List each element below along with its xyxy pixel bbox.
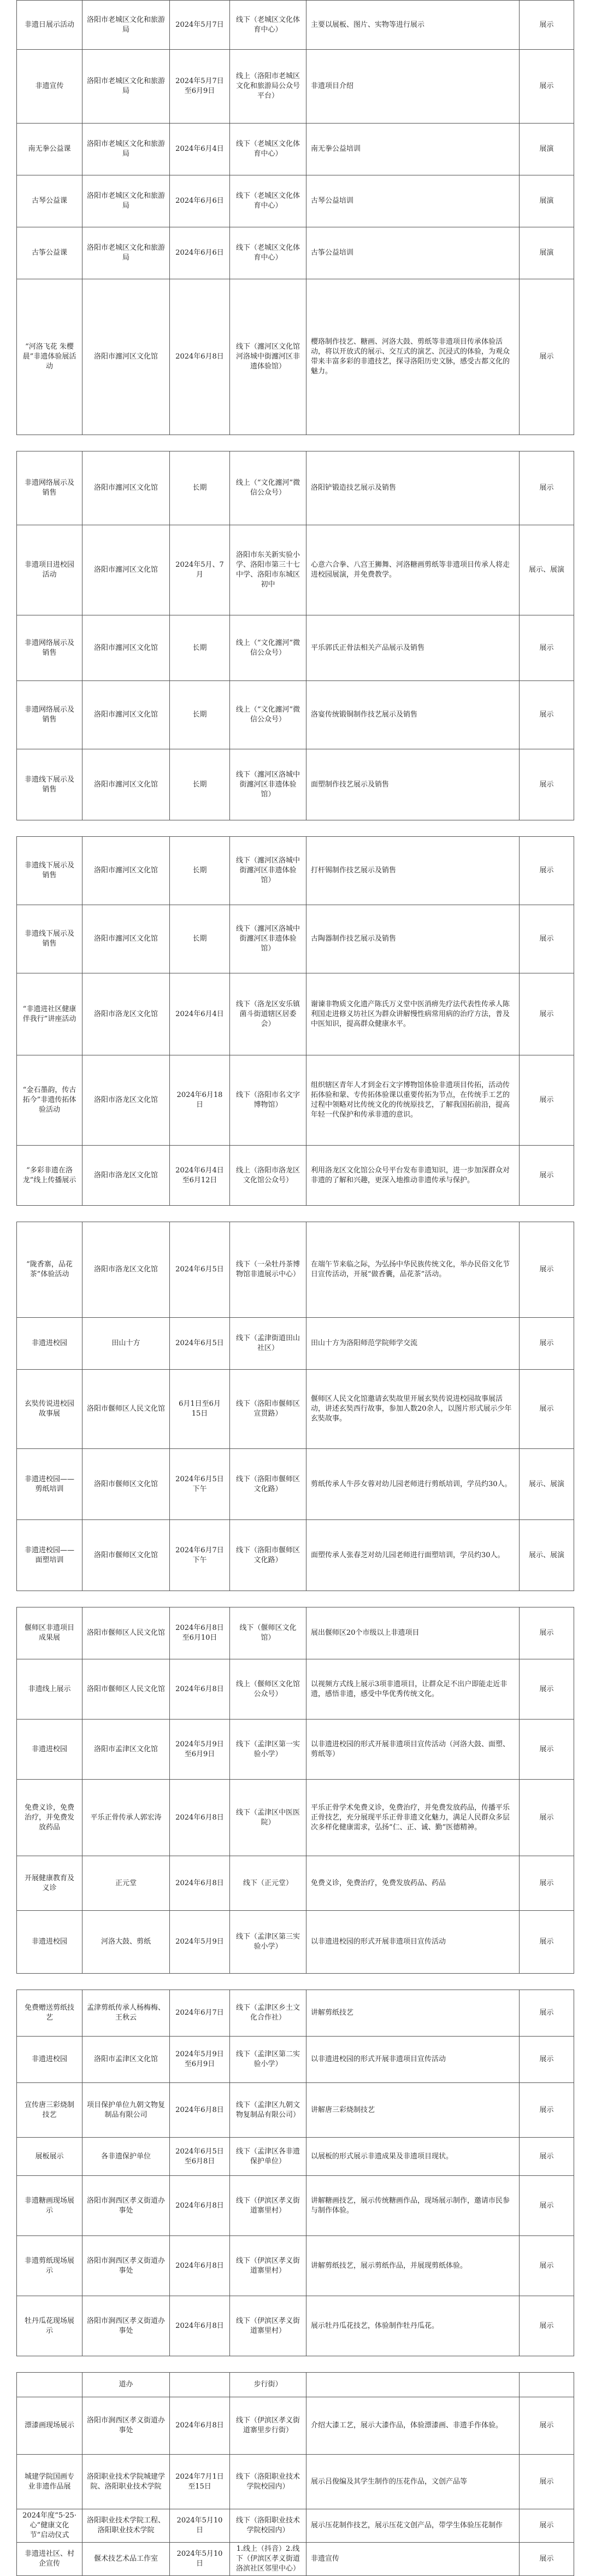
location-cell: 线下（正元堂） [230,1856,306,1911]
time-cell: 2024年6月8日 [170,2083,230,2138]
activity-name-cell: 免费义诊，免费治疗，并免费发放药品 [17,1780,82,1856]
organizer-cell: 洛阳市偃师区人民文化馆 [82,1607,170,1659]
organizer-cell: 洛阳市洛龙区文化馆 [82,973,170,1055]
form-cell: 展示 [520,2455,574,2509]
activity-name-cell: 非遗进校园——剪纸培训 [17,1449,82,1520]
form-cell: 展示 [520,2037,574,2083]
table-row [17,837,574,905]
organizer-cell: 偃术技艺术品工作室 [82,2543,170,2576]
time-cell: 2024年5月10日 [170,2509,230,2543]
table-row [17,1,574,50]
activity-name-cell: 非遗进校园 [17,1318,82,1370]
activity-table [16,0,574,435]
table-row [17,2509,574,2543]
form-cell: 展示、展演 [520,525,574,615]
location-cell: 线下（伊滨区孝义街道寨里村） [230,2236,306,2296]
content-cell: 在端午节来临之际，为弘扬中华民族传统文化，举办民俗文化节日宣传活动，开展“做香囊，品花茶”活动。 [306,1222,520,1318]
location-cell: 线上（“文化瀍河”微信公众号） [230,615,306,681]
location-cell: 线下（洛阳市名文字博物馆） [230,1055,306,1146]
activity-name-cell: 免费赠送剪纸技艺 [17,1990,82,2037]
content-cell: 展出偃师区20个市级以上非遗项目 [306,1607,520,1659]
activity-name-cell: 非遗线下展示及销售 [17,837,82,905]
time-cell: 2024年6月8日 [170,279,230,435]
activity-table-section [16,1990,574,2356]
time-cell: 2024年6月7日下午 [170,1520,230,1591]
location-cell: 线上（洛阳市洛龙区文化馆公众号） [230,1146,306,1206]
table-row [17,973,574,1055]
location-cell: 线下（一朵牡丹茶博物馆非遗展示中心） [230,1222,306,1318]
content-cell: 古陶器制作技艺展示及销售 [306,905,520,973]
organizer-cell: 洛阳市偃师区文化馆 [82,1520,170,1591]
activity-name-cell: 牡丹瓜花现场展示 [17,2296,82,2356]
activity-name-cell: 非遗网络展示及销售 [17,615,82,681]
activity-name-cell: 非遗网络展示及销售 [17,681,82,749]
content-cell: 以非遗进校园的形式开展非遗项目宣传活动 [306,2037,520,2083]
activity-name-cell: “陇香寨，品花茶”体验活动 [17,1222,82,1318]
content-cell: 偃师区人民文化馆邀请玄奘故里开展玄奘传说进校园故事展活动，讲述玄奘西行故事，参加人数20余人，以图片形式展示少年玄奘故事。 [306,1370,520,1449]
activity-name-cell: 开展健康教育及义诊 [17,1856,82,1911]
form-cell: 展示 [520,1222,574,1318]
time-cell: 2024年6月5日 [170,1318,230,1370]
activity-name-cell: 古筝公益课 [17,227,82,279]
time-cell: 2024年5月7日至6月9日 [170,50,230,124]
table-row [17,227,574,279]
content-cell: 利用洛龙区文化馆公众号平台发布非遗知识，进一步加深群众对非遗的了解和兴趣，更深入地推动非遗传承与保护。 [306,1146,520,1206]
organizer-cell: 正元堂 [82,1856,170,1911]
form-cell: 展示 [520,1780,574,1856]
table-row [17,2296,574,2356]
time-cell: 2024年5月9日至6月9日 [170,2037,230,2083]
activity-table [16,451,574,820]
location-cell: 线下（瀍河区洛城中街瀍河区非遗体验馆） [230,905,306,973]
table-row [17,1146,574,1206]
organizer-cell: 洛阳市偃师区文化馆 [82,1449,170,1520]
activity-table-section [16,0,574,435]
location-cell: 步行街） [230,2373,306,2397]
form-cell: 展示 [520,1370,574,1449]
table-row [17,175,574,227]
activity-table [16,1607,574,1974]
organizer-cell: 孟津剪纸传承人杨梅梅、王秋云 [82,1990,170,2037]
activity-table-section [16,836,574,1206]
organizer-cell: 洛阳市瀍河区文化馆 [82,451,170,525]
form-cell [520,2373,574,2397]
content-cell: 古琴公益培训 [306,175,520,227]
form-cell: 展示 [520,1659,574,1720]
organizer-cell: 洛阳市瀍河区文化馆 [82,837,170,905]
content-cell: 平乐正骨学术免费义诊，免费治疗，并免费发放药品，传播平乐正骨技艺，充分展现平乐正骨非遗文化魅力，满足人民群众多层次多样化健康需求，弘扬“仁、正、诚、勤”医德精神。 [306,1780,520,1856]
table-row [17,1318,574,1370]
content-cell: 展示吕俊编及其学生制作的压花作品，文创产品等 [306,2455,520,2509]
form-cell: 展示 [520,1318,574,1370]
content-cell: 谢谏非物质文化遗产陈氏万义堂中医消痹先疗法代表性传承人陈利国走进修义坊社区为群众讲解慢性病常用病的治疗方法，普及中医知识，提高群众健康水平。 [306,973,520,1055]
time-cell: 2024年5月、7月 [170,525,230,615]
content-cell: 讲解剪纸技艺，展示剪纸作品，并展现剪纸体验。 [306,2236,520,2296]
activity-name-cell: “非遗进社区健康伴我行”讲座活动 [17,973,82,1055]
organizer-cell: 田山十方 [82,1318,170,1370]
table-row [17,2397,574,2455]
activity-name-cell [17,2373,82,2397]
organizer-cell: 洛阳市瀍河区文化馆 [82,905,170,973]
form-cell: 展示 [520,1,574,50]
location-cell: 线下（老城区文化体育中心） [230,1,306,50]
form-cell: 展演 [520,227,574,279]
activity-table [16,836,574,1206]
table-row [17,525,574,615]
activity-name-cell: 2024年度“5·25·心”健康文化节”启动仪式 [17,2509,82,2543]
organizer-cell: 洛阳市瀍河区文化馆 [82,525,170,615]
form-cell: 展示 [520,2176,574,2236]
activity-name-cell: 非遗线下展示及销售 [17,749,82,820]
table-row [17,2138,574,2176]
time-cell: 2024年6月6日 [170,227,230,279]
content-cell: 剪纸传承人牛莎女蓉对幼儿园老师进行剪纸培训，学员约30人。 [306,1449,520,1520]
location-cell: 线下（偃师区文化馆） [230,1607,306,1659]
table-row [17,2373,574,2397]
table-row [17,749,574,820]
table-row [17,1856,574,1911]
time-cell: 2024年6月5日下午 [170,1449,230,1520]
form-cell: 展示 [520,2083,574,2138]
form-cell: 展示 [520,2296,574,2356]
time-cell: 长期 [170,451,230,525]
time-cell: 2024年7月1日至15日 [170,2455,230,2509]
activity-name-cell: 宣传唐三彩烧制技艺 [17,2083,82,2138]
table-row [17,2455,574,2509]
activity-name-cell: 展板展示 [17,2138,82,2176]
activity-name-cell: “金石墨韵，传古拓今”非遗传拓体验活动 [17,1055,82,1146]
organizer-cell: 洛阳市瀍河区文化馆 [82,681,170,749]
location-cell: 线下（洛龙区安乐镇菌斗街道辖区居委会） [230,973,306,1055]
content-cell: 洛阳铲锻造技艺展示及销售 [306,451,520,525]
content-cell: 介绍大漆工艺，展示大漆作品，体验漂漆画、非遗手作体验。 [306,2397,520,2455]
organizer-cell: 洛阳市偃师区人民文化馆 [82,1370,170,1449]
organizer-cell: 洛阳市涧西区孝义街道办事处 [82,2296,170,2356]
table-row [17,2176,574,2236]
table-row [17,2083,574,2138]
form-cell: 展示 [520,1990,574,2037]
table-row [17,1222,574,1318]
location-cell: 线下（老城区文化体育中心） [230,227,306,279]
organizer-cell: 河洛大鼓、剪纸 [82,1911,170,1974]
time-cell: 2024年6月8日 [170,1856,230,1911]
table-row [17,279,574,435]
activity-table [16,1222,574,1591]
location-cell: 线下（孟津区第一实验小学） [230,1720,306,1780]
location-cell: 线上（偃师区文化馆公众号） [230,1659,306,1720]
table-row [17,124,574,175]
content-cell: 展示牡丹瓜花技艺，体验制作牡丹瓜花。 [306,2296,520,2356]
form-cell: 展示 [520,451,574,525]
content-cell: 心意六合拳、八宫王狮舞、河洛糖画剪纸等非遗项目传承人将走进校园展演，并免费教学。 [306,525,520,615]
location-cell: 线下（孟津街道田山社区） [230,1318,306,1370]
content-cell: 讲解剪纸技艺 [306,1990,520,2037]
location-cell: 线下（孟津区第三实验小学） [230,1911,306,1974]
content-cell: 洛宴传统锻铜制作技艺展示及销售 [306,681,520,749]
form-cell: 展示 [520,615,574,681]
activity-name-cell: 漂漆画现场展示 [17,2397,82,2455]
location-cell: 线下（孟津区各非遗保护单位） [230,2138,306,2176]
table-row [17,1055,574,1146]
form-cell: 展示 [520,2138,574,2176]
table-row [17,1520,574,1591]
activity-name-cell: 非遗进校园 [17,1720,82,1780]
location-cell: 线下（洛阳市偃师区宣贯路） [230,1370,306,1449]
activity-table-section [16,1222,574,1591]
time-cell: 2024年5月9日 [170,1911,230,1974]
location-cell: 线下（瀍河区洛城中街瀍河区非遗体验馆） [230,837,306,905]
content-cell [306,2373,520,2397]
activity-name-cell: “河洛飞花 朱樱晨”非遗体验展活动 [17,279,82,435]
activity-table [16,1990,574,2356]
time-cell: 2024年6月5日 [170,1222,230,1318]
time-cell [170,2373,230,2397]
content-cell: 南无拳公益培训 [306,124,520,175]
time-cell: 2024年5月9日至6月9日 [170,1720,230,1780]
location-cell: 线下（伊滨区孝义街道寨里步行街） [230,2397,306,2455]
form-cell: 展示 [520,905,574,973]
organizer-cell: 洛阳市涧西区孝义街道办事处 [82,2236,170,2296]
time-cell: 2024年6月8日 [170,1780,230,1856]
content-cell: 讲解唐三彩烧制技艺 [306,2083,520,2138]
table-row [17,50,574,124]
location-cell: 线下（孟津区第二实验小学） [230,2037,306,2083]
activity-table-section [16,2372,574,2576]
organizer-cell: 各非遗保护单位 [82,2138,170,2176]
content-cell: 组织辖区青年人才到金石文字博物馆体验非遗项目传拓，活动传拓体验和蒙、专传拓体验课以重要传拓为节点，在传统手工艺的过程中领略对比传统文化的传统原技艺，了解我国拓前沿，提高年轻一代保护和传承非遗的意识。 [306,1055,520,1146]
form-cell: 展演 [520,124,574,175]
time-cell: 长期 [170,905,230,973]
organizer-cell: 洛阳市洛龙区文化馆 [82,1222,170,1318]
location-cell: 线下（伊滨区孝义街道寨里村） [230,2296,306,2356]
activity-name-cell: 非遗线下展示及销售 [17,905,82,973]
form-cell: 展示、展演 [520,1520,574,1591]
content-cell: 面塑制作技艺展示及销售 [306,749,520,820]
table-row [17,2543,574,2576]
form-cell: 展示 [520,2236,574,2296]
location-cell: 线下（老城区文化体育中心） [230,124,306,175]
activity-name-cell: 南无拳公益课 [17,124,82,175]
table-row [17,2037,574,2083]
activity-name-cell: 非遗网络展示及销售 [17,451,82,525]
organizer-cell: 洛阳市老城区文化和旅游局 [82,50,170,124]
table-row [17,1659,574,1720]
organizer-cell: 洛阳市老城区文化和旅游局 [82,175,170,227]
organizer-cell: 洛阳市孟津区文化馆 [82,1720,170,1780]
organizer-cell: 洛阳职业技术学院工程、洛阳职业技术学院 [82,2509,170,2543]
activity-table-section [16,451,574,820]
form-cell: 展示 [520,973,574,1055]
time-cell: 长期 [170,681,230,749]
form-cell: 展示、展演 [520,1449,574,1520]
content-cell: 以非遗进校园的形式开展非遗项目宣传活动 [306,1911,520,1974]
form-cell: 展示 [520,1146,574,1206]
time-cell: 2024年5月10日 [170,2543,230,2576]
table-row [17,2236,574,2296]
organizer-cell: 洛阳市瀍河区文化馆 [82,615,170,681]
organizer-cell: 洛阳市涧西区孝义街道办事处 [82,2397,170,2455]
location-cell: 洛阳市东关新实验小学、洛阳市第三十七中学、洛阳市东城区初中 [230,525,306,615]
location-cell: 线下（老城区文化体育中心） [230,175,306,227]
form-cell: 展示 [520,2397,574,2455]
activity-table [16,2372,574,2576]
table-row [17,1720,574,1780]
location-cell: 线下（瀍河区洛城中街瀍河区非遗体验馆） [230,749,306,820]
time-cell: 2024年6月18日 [170,1055,230,1146]
table-row [17,1911,574,1974]
activity-name-cell: 玄奘传说进校园故事展 [17,1370,82,1449]
form-cell: 展演 [520,175,574,227]
activity-name-cell: 非遗进校园 [17,1911,82,1974]
location-cell: 线上（“文化瀍河”微信公众号） [230,681,306,749]
location-cell: 线下（孟津区乡土文化合作社） [230,1990,306,2037]
time-cell: 长期 [170,749,230,820]
time-cell: 长期 [170,615,230,681]
content-cell: 以视频方式线上展示3项非遗项目，让群众足不出户即能走近非遗，感悟非遗，感受中华优秀传统文化。 [306,1659,520,1720]
activity-name-cell: 城建学院国画专业非遗作品展 [17,2455,82,2509]
location-cell: 线下（洛阳职业技术学院校园内） [230,2509,306,2543]
table-row [17,1780,574,1856]
organizer-cell: 平乐正骨传承人郭宏涛 [82,1780,170,1856]
content-cell: 古筝公益培训 [306,227,520,279]
location-cell: 线下（洛阳市偃师区文化路） [230,1520,306,1591]
form-cell: 展示 [520,1720,574,1780]
time-cell: 2024年6月7日 [170,1990,230,2037]
organizer-cell: 项目保护单位九朝文物复制品有限公司 [82,2083,170,2138]
organizer-cell: 洛阳市洛龙区文化馆 [82,1055,170,1146]
organizer-cell: 洛阳市老城区文化和旅游局 [82,227,170,279]
organizer-cell: 洛阳市孟津区文化馆 [82,2037,170,2083]
content-cell: 非遗宣传 [306,2543,520,2576]
organizer-cell: 洛阳市瀍河区文化馆 [82,279,170,435]
form-cell: 展示 [520,2543,574,2576]
table-row [17,1607,574,1659]
time-cell: 2024年6月8日至6月10日 [170,1607,230,1659]
organizer-cell: 洛阳市瀍河区文化馆 [82,749,170,820]
form-cell: 展示 [520,1856,574,1911]
organizer-cell: 洛阳市洛龙区文化馆 [82,1146,170,1206]
time-cell: 2024年6月8日 [170,1659,230,1720]
location-cell: 线下（洛阳市偃师区文化路） [230,1449,306,1520]
time-cell: 2024年6月8日 [170,2397,230,2455]
activity-name-cell: 偃师区非遗项目成果展 [17,1607,82,1659]
organizer-cell: 道办 [82,2373,170,2397]
table-row [17,451,574,525]
activity-name-cell: 古琴公益课 [17,175,82,227]
activity-name-cell: 非遗项目进校园活动 [17,525,82,615]
activity-name-cell: 非遗进校园——面塑培训 [17,1520,82,1591]
location-cell: 线下（伊滨区孝义街道寨里村） [230,2176,306,2236]
organizer-cell: 洛阳市涧西区孝义街道办事处 [82,2176,170,2236]
activity-name-cell: 非遗线上展示 [17,1659,82,1720]
location-cell: 1.线上（抖音）2.线下（伊滨区孝义街道洛滨社区邻里中心） [230,2543,306,2576]
activity-name-cell: 非遗进社区、村企宣传 [17,2543,82,2576]
organizer-cell: 洛阳市老城区文化和旅游局 [82,1,170,50]
table-row [17,1370,574,1449]
location-cell: 线下（孟津区中医医院） [230,1780,306,1856]
form-cell: 展示 [520,1607,574,1659]
activity-name-cell: “多彩非遗在洛龙”线上传播展示 [17,1146,82,1206]
table-row [17,1990,574,2037]
organizer-cell: 洛阳职业技术学院城建学院、洛阳职业技术学院 [82,2455,170,2509]
content-cell: 樱珞制作技艺、糖画、河洛大鼓、剪纸等非遗项目传承体验活动，将以开放式的展示、交互式的演艺、沉浸式的体验，为观众带来丰富多彩的非遗技艺，探寻洛阳历史文脉，感受古都文化的魅力。 [306,279,520,435]
organizer-cell: 洛阳市老城区文化和旅游局 [82,124,170,175]
activity-document [16,0,574,2573]
form-cell: 展示 [520,681,574,749]
activity-name-cell: 非遗剪纸现场展示 [17,2236,82,2296]
form-cell: 展示 [520,50,574,124]
content-cell: 非遗项目介绍 [306,50,520,124]
time-cell: 2024年6月4日 [170,124,230,175]
location-cell: 线下（孟津区九朝文物复制品有限公司） [230,2083,306,2138]
location-cell: 线下（瀍河区文化馆河洛城中街瀍河区非遗体验馆） [230,279,306,435]
content-cell: 以非遗进校园的形式开展非遗项目宣传活动（河洛大鼓、面塑、剪纸等） [306,1720,520,1780]
organizer-cell: 洛阳市偃师区人民文化馆 [82,1659,170,1720]
content-cell: 讲解糖画技艺，展示传统糖画作品，现场展示制作，邀请市民参与制作体验。 [306,2176,520,2236]
location-cell: 线下（洛阳职业技术学院校园内） [230,2455,306,2509]
table-row [17,681,574,749]
content-cell: 免费义诊，免费治疗，免费发放药品、药品 [306,1856,520,1911]
activity-name-cell: 非遗糖画现场展示 [17,2176,82,2236]
location-cell: 线上（“文化瀍河”微信公众号） [230,451,306,525]
content-cell: 平乐郭氏正骨法相关产品展示及销售 [306,615,520,681]
time-cell: 2024年6月8日 [170,2296,230,2356]
time-cell: 6月1日至6月15日 [170,1370,230,1449]
time-cell: 2024年5月7日 [170,1,230,50]
form-cell: 展示 [520,1911,574,1974]
activity-table-section [16,1607,574,1974]
content-cell: 主要以展板、图片、实物等进行展示 [306,1,520,50]
content-cell: 面塑传承人张春芝对幼儿园老师进行面塑培训，学员约30人。 [306,1520,520,1591]
time-cell: 2024年6月4日 [170,973,230,1055]
table-row [17,905,574,973]
activity-name-cell: 非遗进校园 [17,2037,82,2083]
form-cell: 展示 [520,837,574,905]
time-cell: 2024年6月6日 [170,175,230,227]
time-cell: 2024年6月8日 [170,2176,230,2236]
content-cell: 打杆锡制作技艺展示及销售 [306,837,520,905]
time-cell: 2024年6月5日至6月8日 [170,2138,230,2176]
form-cell: 展示 [520,279,574,435]
table-row [17,1449,574,1520]
form-cell: 展示 [520,1055,574,1146]
form-cell: 展示 [520,749,574,820]
content-cell: 展示压花制作技艺，展示压花文创产品，带学生体验压花制作 [306,2509,520,2543]
activity-name-cell: 非遗日展示活动 [17,1,82,50]
location-cell: 线上（洛阳市老城区文化和旅游局公众号平台） [230,50,306,124]
time-cell: 长期 [170,837,230,905]
activity-name-cell: 非遗宣传 [17,50,82,124]
content-cell: 以展板的形式展示非遗成果及非遗项目现状。 [306,2138,520,2176]
form-cell: 展示 [520,2509,574,2543]
table-row [17,615,574,681]
time-cell: 2024年6月8日 [170,2236,230,2296]
content-cell: 田山十方为洛阳师范学院师学交流 [306,1318,520,1370]
time-cell: 2024年6月4日至6月12日 [170,1146,230,1206]
